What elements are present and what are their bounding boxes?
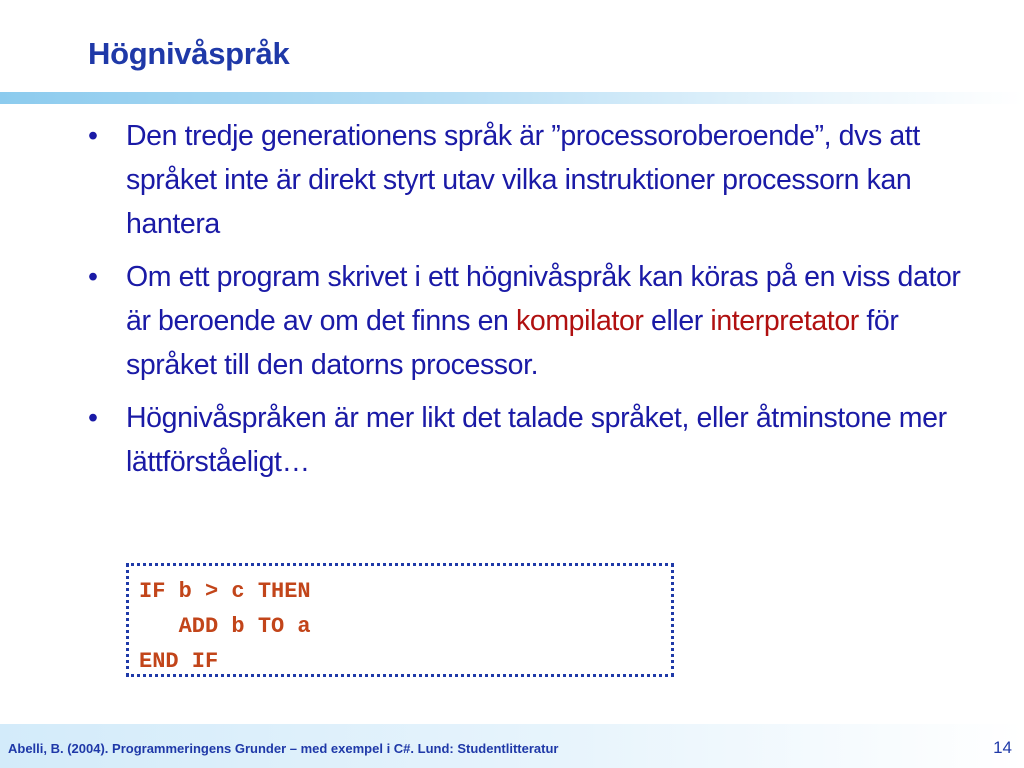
bullet-text: för språket till den datorns processor. xyxy=(126,305,899,381)
bullet-text: Högnivåspråken är mer likt det talade språket, eller åtminstone mer lättförståeligt… xyxy=(126,402,947,478)
bullet-item xyxy=(88,255,968,387)
code-line: IF b > c THEN xyxy=(139,579,311,604)
code-example xyxy=(126,563,674,677)
bullet-marker: • xyxy=(88,120,98,152)
code-line: ADD b TO a xyxy=(139,614,311,639)
bullet-marker: • xyxy=(88,261,98,293)
bullet-item xyxy=(88,114,968,246)
page-number: 14 xyxy=(993,738,1012,757)
bullet-list xyxy=(88,114,968,493)
bullet-text: Den tredje generationens språk är ”processoroberoende”, dvs att språket inte är direkt styrt utav vilka instruktioner processorn kan hantera xyxy=(126,120,920,240)
code-line: END IF xyxy=(139,649,219,674)
bullet-text: Om ett program skrivet i ett högnivåspråk kan köras på en viss dator är beroende av om det finns en xyxy=(126,261,961,337)
bullet-item xyxy=(88,396,968,484)
highlighted-term: interpretator xyxy=(710,305,859,337)
bullet-marker: • xyxy=(88,402,98,434)
title-divider xyxy=(0,92,1024,104)
footer-citation: Abelli, B. (2004). Programmeringens Grunder – med exempel i C#. Lund: Studentlitteratur xyxy=(8,741,559,756)
highlighted-term: kompilator xyxy=(516,305,644,337)
bullet-text: eller xyxy=(643,305,711,337)
slide-title: Högnivåspråk xyxy=(88,36,290,71)
